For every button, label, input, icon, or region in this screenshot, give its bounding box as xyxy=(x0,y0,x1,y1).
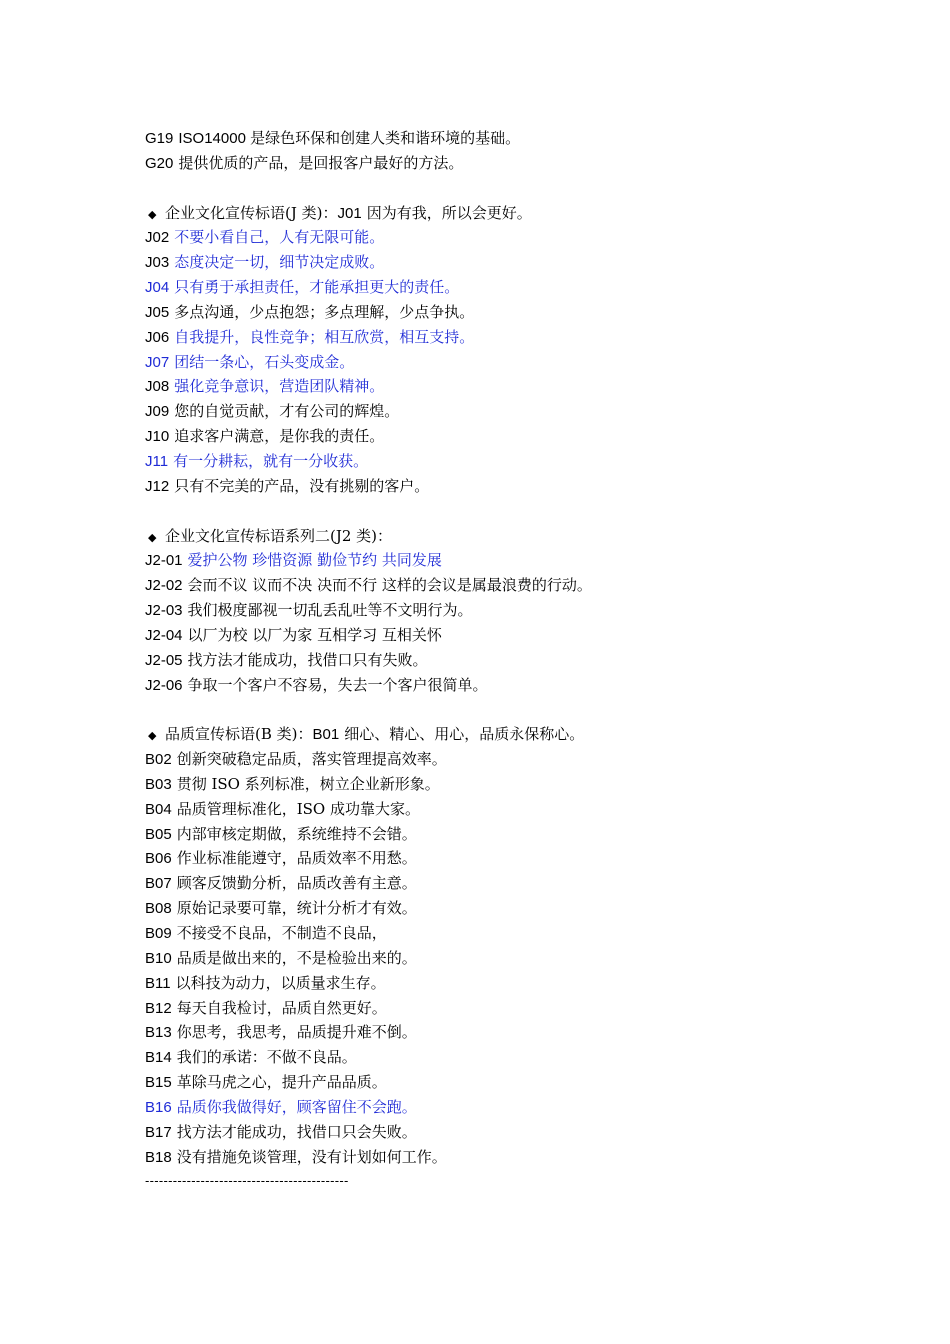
slogan-code: J01 xyxy=(337,204,362,222)
slogan-code: G20 xyxy=(145,154,174,172)
slogan-j10 xyxy=(145,424,905,449)
slogan-j2-02 xyxy=(145,573,905,598)
blank-line xyxy=(145,697,905,722)
slogan-b14 xyxy=(145,1045,905,1070)
slogan-text: 强化竞争意识，营造团队精神。 xyxy=(174,377,385,396)
slogan-text: 您的自觉贡献，才有公司的辉煌。 xyxy=(174,402,400,421)
slogan-code: J2-03 xyxy=(145,602,183,620)
slogan-b08 xyxy=(145,896,905,921)
slogan-code: B16 xyxy=(145,1098,172,1116)
slogan-text: 争取一个客户不容易，失去一个客户很简单。 xyxy=(187,675,488,694)
slogan-text: 找方法才能成功，找借口只有失败。 xyxy=(187,650,428,669)
slogan-text: 贯彻 ISO 系列标准，树立企业新形象。 xyxy=(176,774,440,793)
slogan-text: 团结一条心，石头变成金。 xyxy=(174,352,355,371)
slogan-j08 xyxy=(145,374,905,399)
slogan-b10 xyxy=(145,946,905,971)
slogan-text: 追求客户满意，是你我的责任。 xyxy=(174,427,385,446)
slogan-code: J06 xyxy=(145,328,170,346)
slogan-code: J2-02 xyxy=(145,577,183,595)
slogan-code: B02 xyxy=(145,751,172,769)
slogan-b05 xyxy=(145,822,905,847)
slogan-code: B07 xyxy=(145,875,172,893)
slogan-b09 xyxy=(145,921,905,946)
slogan-b16 xyxy=(145,1095,905,1120)
section-header-j2 xyxy=(145,524,905,549)
slogan-code: B10 xyxy=(145,949,172,967)
slogan-text: 不接受不良品，不制造不良品， xyxy=(176,924,387,942)
slogan-text: 创新突破稳定品质，落实管理提高效率。 xyxy=(176,750,447,769)
slogan-code: J09 xyxy=(145,403,170,421)
slogan-j2-06 xyxy=(145,673,905,698)
slogan-text: 我们极度鄙视一切乱丢乱吐等不文明行为。 xyxy=(187,601,473,620)
slogan-code: B14 xyxy=(145,1049,172,1067)
slogan-code: J12 xyxy=(145,477,170,495)
slogan-j2-05 xyxy=(145,648,905,673)
slogan-code: J05 xyxy=(145,303,170,321)
slogan-j05 xyxy=(145,300,905,325)
slogan-code: B11 xyxy=(145,974,171,992)
slogan-text: 你思考，我思考，品质提升难不倒。 xyxy=(176,1023,417,1042)
blank-line xyxy=(145,499,905,524)
slogan-text: 提供优质的产品，是回报客户最好的方法。 xyxy=(178,153,464,172)
separator-line: -------------------------------------------- xyxy=(145,1173,349,1189)
slogan-j04 xyxy=(145,275,905,300)
slogan-j02 xyxy=(145,225,905,250)
slogan-b06 xyxy=(145,846,905,871)
slogan-text: 找方法才能成功，找借口只会失败。 xyxy=(176,1122,417,1141)
slogan-b17 xyxy=(145,1120,905,1145)
slogan-text: 不要小看自己，人有无限可能。 xyxy=(174,228,385,247)
slogan-code: J2-06 xyxy=(145,676,183,694)
slogan-b11 xyxy=(145,971,905,996)
slogan-code: B09 xyxy=(145,925,172,942)
slogan-text: 品质是做出来的，不是检验出来的。 xyxy=(176,948,417,967)
slogan-text: 多点沟通，少点抱怨；多点理解，少点争执。 xyxy=(174,302,475,321)
slogan-b03 xyxy=(145,772,905,797)
slogan-code: J04 xyxy=(145,279,170,297)
slogan-code: J07 xyxy=(145,353,170,371)
slogan-b07 xyxy=(145,871,905,896)
diamond-bullet-icon: ◆ xyxy=(148,729,157,743)
slogan-j03 xyxy=(145,250,905,275)
slogan-j2-01 xyxy=(145,548,905,573)
slogan-b13 xyxy=(145,1020,905,1045)
slogan-b02 xyxy=(145,747,905,772)
slogan-code: J10 xyxy=(145,428,170,446)
slogan-text: 只有勇于承担责任，才能承担更大的责任。 xyxy=(174,278,460,297)
slogan-code: J2-04 xyxy=(145,626,183,644)
slogan-text: 原始记录要可靠，统计分析才有效。 xyxy=(176,899,417,918)
diamond-bullet-icon: ◆ xyxy=(148,530,157,544)
slogan-code: B18 xyxy=(145,1148,172,1166)
slogan-text: 只有不完美的产品，没有挑剔的客户。 xyxy=(174,476,430,495)
slogan-text: ISO14000 是绿色环保和创建人类和谐环境的基础。 xyxy=(178,130,521,147)
slogan-text: 我们的承诺：不做不良品。 xyxy=(176,1048,357,1067)
slogan-j2-04 xyxy=(145,623,905,648)
slogan-code: B04 xyxy=(145,800,172,818)
slogan-code: B15 xyxy=(145,1074,172,1092)
slogan-b04 xyxy=(145,797,905,822)
slogan-code: J11 xyxy=(145,452,169,470)
slogan-j12 xyxy=(145,474,905,499)
slogan-code: B03 xyxy=(145,775,172,793)
slogan-g19 xyxy=(145,126,905,151)
blank-line xyxy=(145,176,905,201)
slogan-code: B13 xyxy=(145,1024,172,1042)
slogan-j06 xyxy=(145,325,905,350)
slogan-j2-03 xyxy=(145,598,905,623)
slogan-text: 作业标准能遵守，品质效率不用愁。 xyxy=(176,849,417,868)
slogan-text: 没有措施免谈管理，没有计划如何工作。 xyxy=(176,1147,447,1166)
slogan-text: 因为有我，所以会更好。 xyxy=(366,203,532,222)
section-title: 企业文化宣传标语(J 类)： xyxy=(165,203,338,222)
slogan-code: J08 xyxy=(145,378,170,396)
slogan-text: 以科技为动力，以质量求生存。 xyxy=(175,973,386,992)
slogan-text: 顾客反馈勤分析，品质改善有主意。 xyxy=(176,874,417,893)
slogan-code: B05 xyxy=(145,825,172,843)
slogan-code: J2-05 xyxy=(145,651,183,669)
slogan-g20 xyxy=(145,151,905,176)
slogan-b15 xyxy=(145,1070,905,1095)
slogan-text: 品质你我做得好，顾客留住不会跑。 xyxy=(176,1097,417,1116)
slogan-text: 每天自我检讨，品质自然更好。 xyxy=(176,998,387,1017)
section-header-j xyxy=(145,201,905,226)
slogan-text: 内部审核定期做，系统维持不会错。 xyxy=(176,824,417,843)
section-header-b xyxy=(145,722,905,747)
slogan-text: 以厂为校 以厂为家 互相学习 互相关怀 xyxy=(187,625,442,644)
slogan-text: 革除马虎之心，提升产品品质。 xyxy=(176,1073,387,1092)
slogan-code: G19 xyxy=(145,130,174,147)
slogan-code: J2-01 xyxy=(145,552,183,570)
slogan-text: 品质管理标准化，ISO 成功靠大家。 xyxy=(176,799,420,818)
slogan-b18 xyxy=(145,1145,905,1170)
slogan-code: J02 xyxy=(145,229,170,247)
slogan-code: J03 xyxy=(145,254,170,272)
diamond-bullet-icon: ◆ xyxy=(148,207,157,221)
slogan-b12 xyxy=(145,996,905,1021)
section-title: 企业文化宣传标语系列二(J2 类)： xyxy=(165,526,393,545)
document-body xyxy=(145,126,905,1194)
section-title: 品质宣传标语(B 类)： xyxy=(165,725,313,744)
slogan-code: B06 xyxy=(145,850,172,868)
slogan-code: B17 xyxy=(145,1123,172,1141)
slogan-text: 细心、精心、用心，品质永保称心。 xyxy=(344,725,585,744)
slogan-code: B08 xyxy=(145,900,172,918)
slogan-text: 态度决定一切，细节决定成败。 xyxy=(174,253,385,272)
slogan-j07 xyxy=(145,350,905,375)
slogan-j09 xyxy=(145,399,905,424)
slogan-text: 爱护公物 珍惜资源 勤俭节约 共同发展 xyxy=(187,551,442,570)
slogan-text: 自我提升，良性竞争；相互欣赏，相互支持。 xyxy=(174,327,475,346)
slogan-j11 xyxy=(145,449,905,474)
slogan-code: B01 xyxy=(312,726,340,744)
slogan-text: 有一分耕耘，就有一分收获。 xyxy=(173,451,369,470)
slogan-code: B12 xyxy=(145,999,172,1017)
slogan-text: 会而不议 议而不决 决而不行 这样的会议是属最浪费的行动。 xyxy=(187,576,592,595)
